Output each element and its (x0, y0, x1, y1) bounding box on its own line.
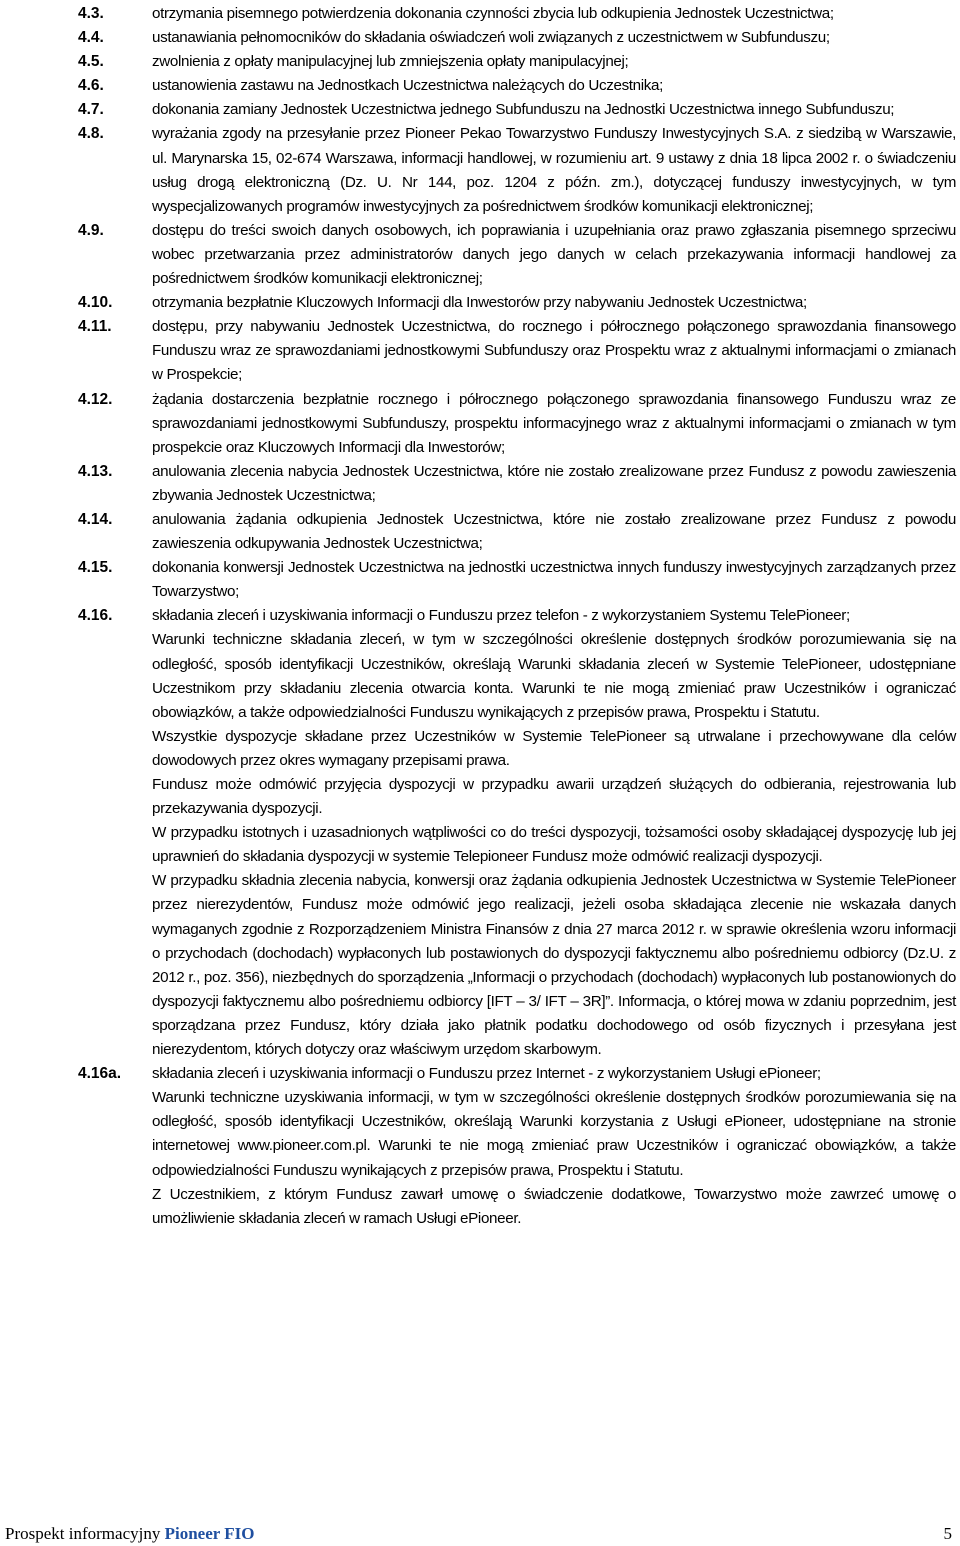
item-number: 4.15. (78, 559, 113, 577)
item-number: 4.16. (78, 607, 113, 625)
footer-prefix: Prospekt informacyjny (5, 1524, 165, 1543)
item-body (152, 508, 956, 556)
list-item (78, 556, 956, 604)
item-body (152, 74, 956, 98)
item-paragraph: dokonania konwersji Jednostek Uczestnictwa na jednostki uczestnictwa innych funduszy inwestycyjnych zarządzanych przez Towarzystwo; (152, 559, 956, 601)
item-body (152, 219, 956, 291)
item-number: 4.9. (78, 221, 104, 239)
list-item (78, 388, 956, 460)
page-number: 5 (943, 1524, 952, 1543)
item-number: 4.14. (78, 510, 113, 528)
list-item (78, 219, 956, 291)
list-item (78, 74, 956, 98)
item-paragraph: zwolnienia z opłaty manipulacyjnej lub zmniejszenia opłaty manipulacyjnej; (152, 53, 629, 71)
list-item (78, 122, 956, 218)
footer-brand: Pioneer FIO (164, 1524, 255, 1543)
item-paragraph: Warunki techniczne składania zleceń, w tym w szczególności określenie dostępnych środków porozumiewania się na odległość, sposób identyfikacji Uczestników, określają Warunki składania zleceń w Systemie TelePioneer, udostępniane Uczestnikom przy składaniu zlecenia otwarcia konta. Warunki te nie mogą zmieniać praw Uczestników i ograniczać obowiązków, a także odpowiedzialności Funduszu wynikających z przepisów prawa, Prospektu i Statutu. (152, 631, 956, 721)
item-paragraph: dokonania zamiany Jednostek Uczestnictwa jednego Subfunduszu na Jednostki Uczestnictwa innego Subfunduszu; (152, 101, 895, 119)
item-body (152, 315, 956, 387)
list-item (78, 98, 956, 122)
item-number: 4.16a. (78, 1065, 122, 1083)
item-paragraph: wyrażania zgody na przesyłanie przez Pioneer Pekao Towarzystwo Funduszy Inwestycyjnych S.A. z siedzibą w Warszawie, ul. Marynarska 15, 02-674 Warszawa, informacji handlowej, w rozumieniu art. 9 ustawy z dnia 18 lipca 2002 r. o świadczeniu usług drogą elektroniczną (Dz. U. Nr 144, poz. 1204 z późn. zm.), dotyczącej funduszy inwestycyjnych, w tym wyspecjalizowanych programów inwestycyjnych za pośrednictwem środków komunikacji elektronicznej; (152, 125, 956, 215)
item-number: 4.11. (78, 318, 112, 336)
item-number: 4.4. (78, 29, 104, 47)
item-paragraph: ustanawiania pełnomocników do składania oświadczeń woli związanych z uczestnictwem w Subfunduszu; (152, 29, 830, 47)
item-number: 4.10. (78, 294, 113, 312)
item-paragraph: Z Uczestnikiem, z którym Fundusz zawarł umowę o świadczenie dodatkowe, Towarzystwo może zawrzeć umowę o umożliwienie składania zleceń w ramach Usługi ePioneer. (152, 1185, 956, 1227)
item-number: 4.7. (78, 101, 104, 119)
list-item (78, 50, 956, 74)
item-paragraph: anulowania żądania odkupienia Jednostek Uczestnictwa, które nie zostało zrealizowane przez Fundusz z powodu zawieszenia odkupywania Jednostek Uczestnictwa; (152, 510, 956, 553)
item-paragraph: otrzymania pisemnego potwierdzenia dokonania czynności zbycia lub odkupienia Jednostek Uczestnictwa; (152, 5, 834, 22)
item-body (152, 98, 956, 122)
item-body (152, 2, 956, 26)
item-paragraph: ustanowienia zastawu na Jednostkach Uczestnictwa należących do Uczestnika; (152, 77, 664, 95)
item-body (152, 122, 956, 218)
item-number: 4.3. (78, 5, 104, 22)
list-item (78, 291, 956, 315)
item-body (152, 388, 956, 460)
footer-title (5, 1524, 254, 1544)
item-body (152, 460, 956, 508)
item-number: 4.13. (78, 462, 113, 480)
item-body (152, 26, 956, 50)
list-item (78, 26, 956, 50)
item-number: 4.12. (78, 390, 113, 408)
item-body (152, 604, 956, 1062)
item-paragraph: Warunki techniczne uzyskiwania informacji, w tym w szczególności określenie dostępnych środków porozumiewania się na odległość, sposób identyfikacji Uczestników, określają Warunki korzystania z Usługi ePioneer, udostępniane na stronie internetowej www.pioneer.com.pl. Warunki te nie mogą zmieniać praw Uczestników i ograniczać obowiązków, a także odpowiedzialności Funduszu wynikających z przepisów prawa, Prospektu i Statutu. (152, 1089, 956, 1179)
item-body (152, 556, 956, 604)
list-item (78, 460, 956, 508)
document-body (78, 2, 956, 1231)
item-body (152, 291, 956, 315)
item-paragraph: otrzymania bezpłatnie Kluczowych Informacji dla Inwestorów przy nabywaniu Jednostek Uczestnictwa; (152, 294, 807, 312)
list-item (78, 2, 956, 26)
item-paragraph: W przypadku składnia zlecenia nabycia, konwersji oraz żądania odkupienia Jednostek Uczestnictwa w Systemie TelePioneer przez nierezydentów, Fundusz może odmówić jego realizacji, jeżeli osoba składająca zlecenie nie wskazała danych wymaganych zgodnie z Rozporządzeniem Ministra Finansów z dnia 27 marca 2012 r. w sprawie określenia wzoru informacji o przychodach (dochodach) wypłaconych lub postawionych do dyspozycji faktycznemu albo pośredniemu odbiorcy (Dz.U. z 2012 r., poz. 356), niezbędnych do sporządzenia „Informacji o przychodach (dochodach) wypłaconych lub postanowionych do dyspozycji faktycznemu albo pośredniemu odbiorcy [IFT – 3/ IFT – 3R]”. Informacja, o której mowa w zdaniu poprzednim, jest sporządzana przez Fundusz, który działa jako płatnik podatku dochodowego od osób fizycznych i przesyłana jest nierezydentom, których dotyczy oraz właściwym urzędom skarbowym. (152, 872, 956, 1059)
item-paragraph: składania zleceń i uzyskiwania informacji o Funduszu przez Internet - z wykorzystaniem Usługi ePioneer; (152, 1065, 821, 1083)
item-paragraph: W przypadku istotnych i uzasadnionych wątpliwości co do treści dyspozycji, tożsamości osoby składającej dyspozycję lub jej uprawnień do składania dyspozycji w systemie Telepioneer Fundusz może odmówić realizacji dyspozycji. (152, 824, 956, 866)
list-item (78, 508, 956, 556)
item-paragraph: dostępu do treści swoich danych osobowych, ich poprawiania i uzupełniania oraz prawo zgłaszania pisemnego sprzeciwu wobec przetwarzania przez administratorów danych jego danych w celach przekazywania informacji handlowej za pośrednictwem środków komunikacji elektronicznej; (152, 221, 956, 288)
item-number: 4.8. (78, 125, 104, 143)
item-body (152, 1062, 956, 1231)
list-item (78, 604, 956, 1062)
item-paragraph: żądania dostarczenia bezpłatnie rocznego i półrocznego połączonego sprawozdania finansowego Funduszu wraz ze sprawozdaniami jednostkowymi Subfunduszy, prospektu informacyjnego wraz z aktualnymi informacjami o zmianach w tym prospekcie oraz Kluczowych Informacji dla Inwestorów; (152, 390, 956, 456)
item-number: 4.6. (78, 77, 104, 95)
item-paragraph: składania zleceń i uzyskiwania informacji o Funduszu przez telefon - z wykorzystaniem Systemu TelePioneer; (152, 607, 850, 625)
item-body (152, 50, 956, 74)
item-paragraph: Wszystkie dyspozycje składane przez Uczestników w Systemie TelePioneer są utrwalane i przechowywane dla celów dowodowych przez okres wymagany przepisami prawa. (152, 727, 956, 769)
list-item (78, 1062, 956, 1231)
item-paragraph: dostępu, przy nabywaniu Jednostek Uczestnictwa, do rocznego i półrocznego połączonego sprawozdania finansowego Funduszu wraz ze sprawozdaniami jednostkowymi Subfunduszy oraz Prospektu wraz z aktualnymi informacjami o zmianach w Prospekcie; (152, 318, 956, 384)
list-item (78, 315, 956, 387)
item-paragraph: Fundusz może odmówić przyjęcia dyspozycji w przypadku awarii urządzeń służących do odbierania, rejestrowania lub przekazywania dyspozycji. (152, 776, 956, 818)
item-paragraph: anulowania zlecenia nabycia Jednostek Uczestnictwa, które nie zostało zrealizowane przez Fundusz z powodu zawieszenia zbywania Jednostek Uczestnictwa; (152, 462, 956, 504)
item-number: 4.5. (78, 53, 104, 71)
page-footer (5, 1522, 952, 1546)
